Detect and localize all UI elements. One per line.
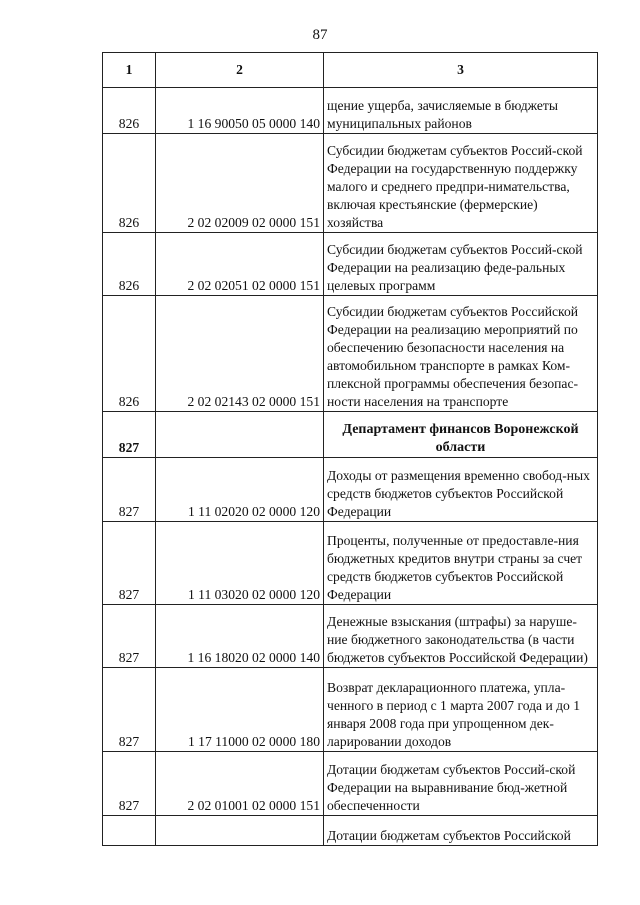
header-column-2: 2 [156, 53, 324, 88]
department-name-cell: Департамент финансов Воронежской области [324, 412, 598, 458]
revenue-name-cell: Дотации бюджетам субъектов Россий-ской Федерации на выравнивание бюд-жетной обеспеченности [324, 752, 598, 816]
admin-code-cell: 827 [103, 668, 156, 752]
table-row [103, 752, 598, 816]
kbk-code-cell [156, 816, 324, 846]
table-row [103, 134, 598, 233]
revenue-name-cell: Субсидии бюджетам субъектов Россий-ской Федерации на государственную поддержку малого и среднего предпри-нимательства, включая крестьянские (фермерские) хозяйства [324, 134, 598, 233]
revenue-name-cell: Дотации бюджетам субъектов Российской [324, 816, 598, 846]
kbk-code-cell [156, 412, 324, 458]
revenue-name-cell: Субсидии бюджетам субъектов Россий-ской Федерации на реализацию феде-ральных целевых программ [324, 233, 598, 296]
table-row [103, 233, 598, 296]
kbk-code-cell: 2 02 02009 02 0000 151 [156, 134, 324, 233]
kbk-code-cell: 2 02 02143 02 0000 151 [156, 296, 324, 412]
admin-code-cell: 827 [103, 605, 156, 668]
admin-code-cell: 826 [103, 88, 156, 134]
admin-code-cell: 827 [103, 522, 156, 605]
admin-code-cell: 826 [103, 134, 156, 233]
table-row [103, 668, 598, 752]
budget-classification-table [102, 52, 598, 846]
admin-code-cell: 827 [103, 752, 156, 816]
table-row [103, 605, 598, 668]
page-number: 87 [312, 27, 328, 43]
revenue-name-cell: Возврат декларационного платежа, упла-ченного в период с 1 марта 2007 года и до 1 января 2008 года при упрощенном дек-ларировании доходов [324, 668, 598, 752]
header-column-3: 3 [324, 53, 598, 88]
admin-code-cell: 826 [103, 296, 156, 412]
revenue-name-cell: Проценты, полученные от предоставле-ния бюджетных кредитов внутри страны за счет средств бюджетов субъектов Российской Федерации [324, 522, 598, 605]
revenue-name-cell: Доходы от размещения временно свобод-ных средств бюджетов субъектов Российской Федерации [324, 458, 598, 522]
kbk-code-cell: 2 02 01001 02 0000 151 [156, 752, 324, 816]
admin-code-cell: 827 [103, 458, 156, 522]
department-code-cell: 827 [103, 412, 156, 458]
revenue-name-cell: Субсидии бюджетам субъектов Российской Федерации на реализацию мероприятий по обеспечению безопасности населения на автомобильном транспорте в рамках Ком-плексной программы обеспечения безопас-ности населения на транспорте [324, 296, 598, 412]
table-row [103, 296, 598, 412]
kbk-code-cell: 1 17 11000 02 0000 180 [156, 668, 324, 752]
table-row [103, 88, 598, 134]
admin-code-cell: 826 [103, 233, 156, 296]
department-row [103, 412, 598, 458]
admin-code-cell [103, 816, 156, 846]
kbk-code-cell: 1 11 02020 02 0000 120 [156, 458, 324, 522]
kbk-code-cell: 2 02 02051 02 0000 151 [156, 233, 324, 296]
kbk-code-cell: 1 16 90050 05 0000 140 [156, 88, 324, 134]
revenue-name-cell: Денежные взыскания (штрафы) за наруше-ние бюджетного законодательства (в части бюджетов субъектов Российской Федерации) [324, 605, 598, 668]
header-column-1: 1 [103, 53, 156, 88]
revenue-name-cell: щение ущерба, зачисляемые в бюджеты муниципальных районов [324, 88, 598, 134]
kbk-code-cell: 1 11 03020 02 0000 120 [156, 522, 324, 605]
table-row [103, 458, 598, 522]
table-row [103, 522, 598, 605]
kbk-code-cell: 1 16 18020 02 0000 140 [156, 605, 324, 668]
table-row [103, 816, 598, 846]
table-header-row [103, 53, 598, 88]
